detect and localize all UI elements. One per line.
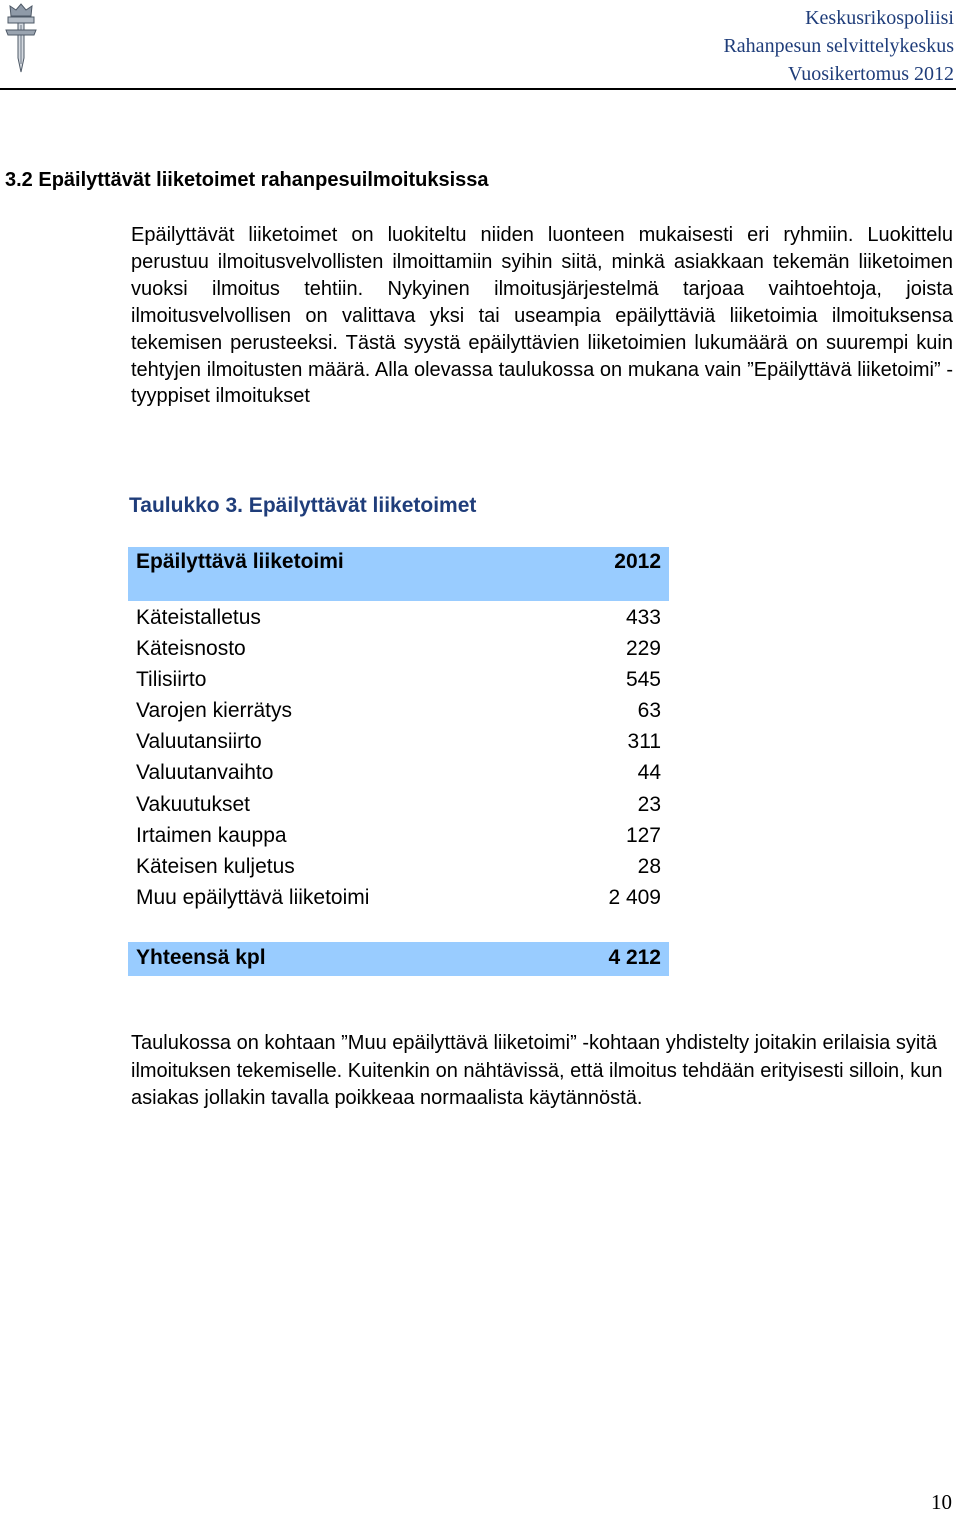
- row-label: Käteisen kuljetus: [136, 854, 295, 878]
- transactions-table: [128, 547, 669, 913]
- header-report-title: Vuosikertomus 2012: [787, 63, 954, 85]
- table-row: [136, 820, 661, 851]
- header-unit: Rahanpesun selvittelykeskus: [723, 35, 954, 57]
- row-value: 63: [637, 699, 661, 723]
- table-row: [136, 882, 661, 913]
- row-value: 229: [625, 637, 661, 661]
- table-body: [128, 602, 669, 913]
- section-heading: 3.2 Epäilyttävät liiketoimet rahanpesuilmoituksissa: [5, 169, 489, 191]
- header-organization: Keskusrikospoliisi: [805, 7, 954, 29]
- table-header-row: [128, 547, 669, 601]
- table-row: [136, 602, 661, 633]
- row-label: Käteistalletus: [136, 606, 261, 629]
- total-label: Yhteensä kpl: [136, 946, 266, 969]
- total-value: 4 212: [608, 946, 661, 969]
- table-header-category: Epäilyttävä liiketoimi: [136, 550, 344, 573]
- row-value: 311: [627, 730, 661, 754]
- row-label: Tilisiirto: [136, 668, 207, 692]
- page-number: 10: [931, 1490, 952, 1514]
- row-label: Irtaimen kauppa: [136, 823, 287, 847]
- row-label: Valuutanvaihto: [136, 761, 274, 785]
- header-divider: [0, 88, 956, 90]
- row-label: Muu epäilyttävä liiketoimi: [136, 885, 370, 909]
- row-label: Vakuutukset: [136, 792, 251, 816]
- row-value: 433: [625, 606, 661, 629]
- row-label: Valuutansiirto: [136, 730, 262, 754]
- row-value: 127: [625, 823, 661, 847]
- table-row: [136, 789, 661, 820]
- row-label: Käteisnosto: [136, 637, 246, 661]
- row-value: 2 409: [608, 885, 661, 909]
- page-header: [723, 4, 954, 88]
- table-total-row: [128, 942, 669, 976]
- table-row: [136, 726, 661, 757]
- table-row: [136, 664, 661, 695]
- intro-paragraph: Epäilyttävät liiketoimet on luokiteltu niiden luonteen mukaisesti eri ryhmiin. Luokittelu perustuu ilmoitusvelvollisten ilmoittamiin syihin siitä, minkä asiakkaan tekemän liiketoimen vuoksi ilmoitus tehtiin. Nykyinen ilmoitusjärjestelmä tarjoaa vaihtoehtoja, joista ilmoitusvelvollisen on valittava yksi tai useampia epäilyttäviä liiketoimia ilmoituksensa tekemisen perusteeksi. Tästä syystä epäilyttävien liiketoimien lukumäärä on suurempi kuin tehtyjen ilmoitusten määrä. Alla olevassa taulukossa on mukana vain ”Epäilyttävä liiketoimi” -tyyppiset ilmoitukset: [131, 224, 953, 408]
- police-emblem-icon: [4, 2, 38, 76]
- table-row: [136, 851, 661, 882]
- row-label: Varojen kierrätys: [136, 699, 293, 723]
- table-row: [136, 695, 661, 726]
- table-header-year: 2012: [614, 550, 661, 573]
- table-row: [136, 633, 661, 664]
- table-row: [136, 757, 661, 788]
- row-value: 28: [637, 854, 661, 878]
- row-value: 545: [625, 668, 661, 692]
- closing-paragraph: Taulukossa on kohtaan ”Muu epäilyttävä liiketoimi” -kohtaan yhdistelty joitakin erilaisia syitä ilmoituksen tekemiselle. Kuitenkin on nähtävissä, että ilmoitus tehdään erityisesti silloin, kun asiakas jollakin tavalla poikkeaa normaalista käytännöstä.: [131, 1032, 943, 1110]
- row-value: 23: [637, 792, 661, 816]
- row-value: 44: [637, 761, 661, 785]
- table-caption: Taulukko 3. Epäilyttävät liiketoimet: [129, 494, 477, 517]
